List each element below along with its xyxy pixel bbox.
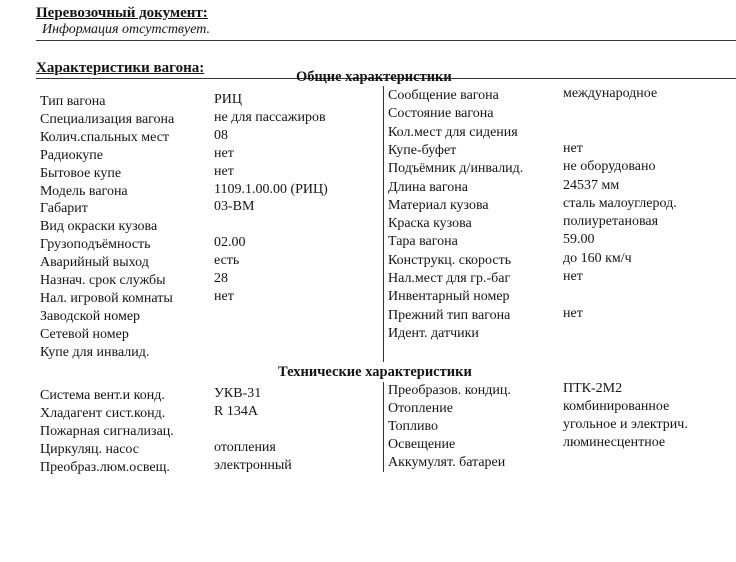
general-left-label: Грузоподъёмность — [40, 237, 151, 253]
general-left-value: нет — [214, 163, 234, 179]
tech-left-value: R 134A — [214, 403, 258, 419]
general-left-label: Аварийный выход — [40, 255, 149, 271]
general-right-label: Прежний тип вагона — [388, 307, 511, 323]
transport-doc-title: Перевозочный документ: — [36, 5, 208, 21]
tech-left-label: Хладагент сист.конд. — [40, 405, 166, 421]
general-right-value: нет — [563, 269, 583, 284]
general-chars-title: Общие характеристики — [296, 69, 452, 85]
tech-right-label: Топливо — [388, 418, 438, 434]
general-left-label: Тип вагона — [40, 94, 106, 109]
general-left-label: Заводской номер — [40, 308, 141, 324]
general-right-value: нет — [563, 305, 583, 321]
wagon-chars-title: Характеристики вагона: — [36, 60, 205, 76]
general-right-label: Подъёмник д/инвалид. — [388, 161, 524, 177]
general-left-value: 08 — [214, 127, 228, 143]
general-right-value: международное — [563, 86, 658, 101]
tech-right-value: ПТК-2М2 — [563, 381, 623, 396]
general-right-label: Инвентарный номер — [388, 289, 510, 305]
general-left-label: Бытовое купе — [40, 165, 122, 181]
general-right-value: полиуретановая — [563, 214, 659, 230]
tech-left-value: электронный — [214, 457, 292, 473]
tech-left-value: отопления — [214, 439, 276, 455]
tech-right-label: Отопление — [388, 400, 453, 416]
tech-left-value: УКВ-31 — [214, 386, 262, 401]
general-left-label: Модель вагона — [40, 183, 128, 199]
general-right-label: Купе-буфет — [388, 142, 457, 158]
general-left-label: Вид окраски кузова — [40, 219, 158, 235]
general-right-value: 24537 мм — [563, 177, 620, 193]
technical-chars-title: Технические характеристики — [278, 364, 472, 380]
general-right-label: Состояние вагона — [388, 106, 494, 122]
general-right-label: Длина вагона — [388, 179, 468, 195]
general-left-label: Колич.спальных мест — [40, 129, 170, 145]
general-right-value: нет — [563, 140, 583, 156]
tech-right-label: Аккумулят. батареи — [388, 454, 506, 470]
tech-left-label: Пожарная сигнализац. — [40, 423, 174, 439]
technical-divider — [383, 382, 384, 472]
general-right-label: Материал кузова — [388, 197, 489, 213]
tech-left-label: Система вент.и конд. — [40, 388, 165, 403]
general-right-label: Конструкц. скорость — [388, 252, 512, 268]
general-right-label: Нал.мест для гр.-баг — [388, 271, 511, 286]
general-right-label: Кол.мест для сидения — [388, 124, 518, 140]
general-left-value: РИЦ — [214, 92, 243, 107]
general-divider — [383, 86, 384, 362]
general-left-value: 02.00 — [214, 235, 246, 251]
tech-right-value: комбинированное — [563, 398, 670, 414]
general-left-value: нет — [214, 288, 234, 304]
general-left-label: Купе для инвалид. — [40, 344, 150, 360]
general-right-value: до 160 км/ч — [563, 250, 632, 266]
general-left-label: Назнач. срок службы — [40, 273, 166, 288]
general-left-label: Радиокупе — [40, 147, 103, 163]
general-left-value: 28 — [214, 271, 228, 286]
general-right-label: Сообщение вагона — [388, 88, 499, 103]
general-left-label: Нал. игровой комнаты — [40, 290, 173, 306]
general-left-label: Габарит — [40, 201, 88, 217]
general-left-value: 1109.1.00.00 (РИЦ) — [214, 181, 328, 197]
general-left-value: есть — [214, 253, 240, 269]
general-right-label: Тара вагона — [388, 234, 458, 250]
general-left-value: не для пассажиров — [214, 109, 326, 125]
general-left-label: Сетевой номер — [40, 326, 129, 342]
general-left-value: нет — [214, 145, 234, 161]
general-right-value: не оборудовано — [563, 159, 656, 175]
general-left-value: 03-ВМ — [214, 199, 255, 215]
tech-right-value: люминесцентное — [563, 434, 666, 450]
tech-right-label: Освещение — [388, 436, 456, 452]
general-right-value: сталь малоуглерод. — [563, 195, 677, 211]
general-right-value: 59.00 — [563, 232, 595, 248]
transport-doc-underline — [36, 40, 736, 41]
transport-doc-note: Информация отсутствует. — [42, 22, 211, 37]
tech-left-label: Циркуляц. насос — [40, 441, 139, 457]
general-right-label: Идент. датчики — [388, 325, 479, 341]
tech-right-label: Преобразов. кондиц. — [388, 383, 511, 398]
tech-left-label: Преобраз.люм.освещ. — [40, 459, 170, 475]
general-left-label: Специализация вагона — [40, 111, 175, 127]
tech-right-value: угольное и электрич. — [563, 416, 688, 432]
general-right-label: Краска кузова — [388, 216, 472, 232]
